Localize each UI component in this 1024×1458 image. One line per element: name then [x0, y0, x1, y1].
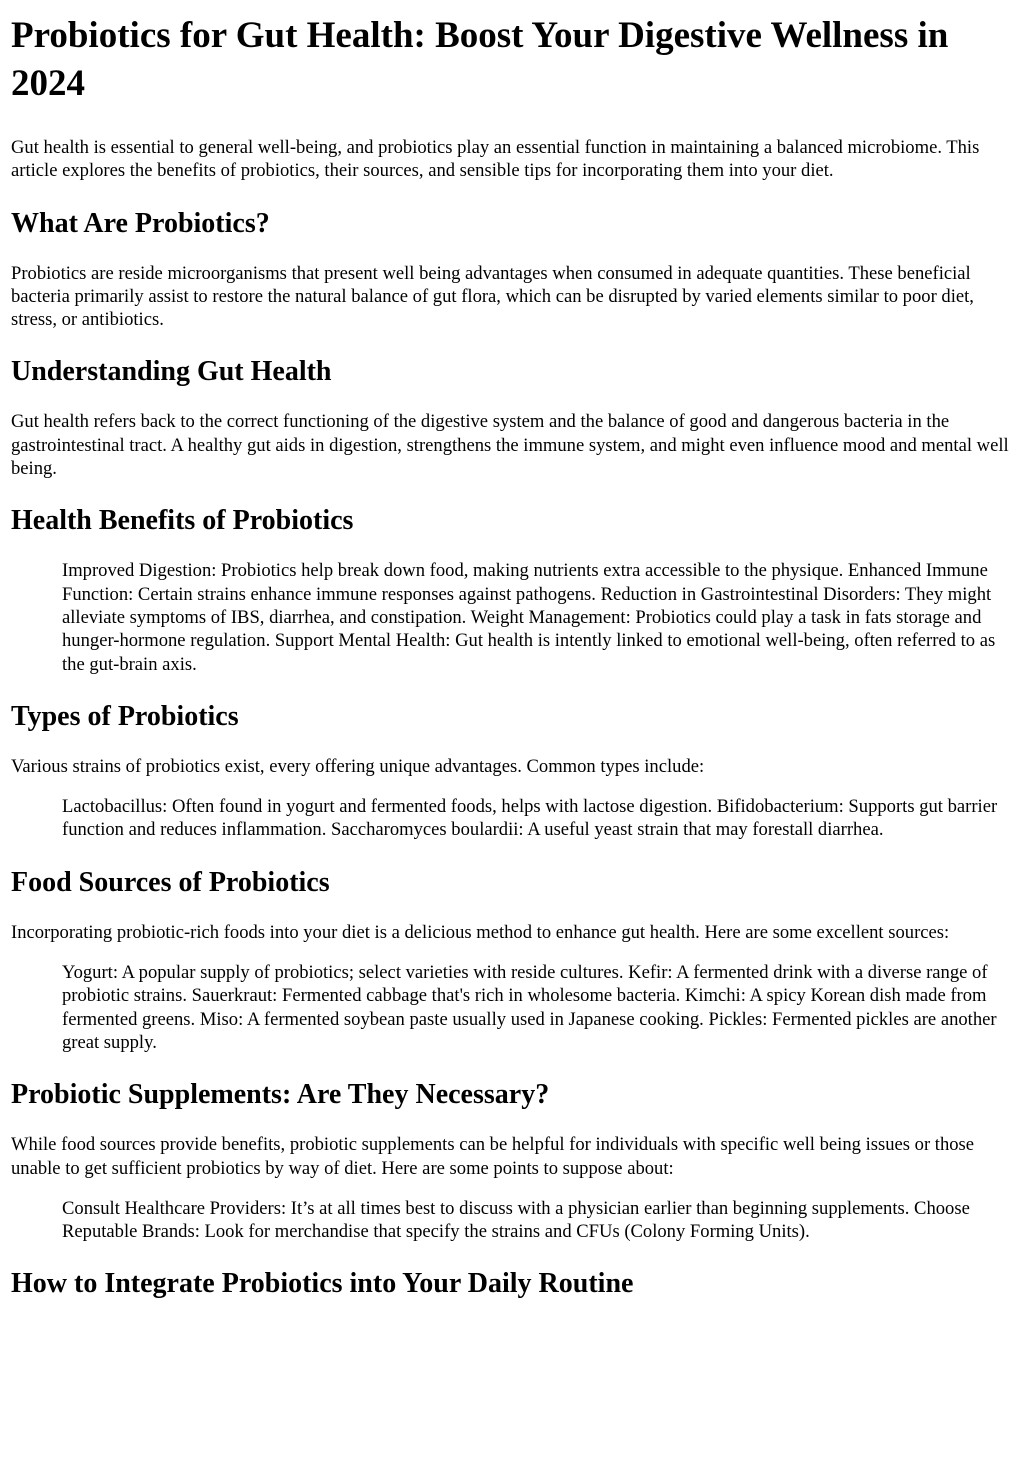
- section-quote-food-sources: Yogurt: A popular supply of probiotics; select varieties with reside cultures. Kefir: A fermented drink with a diverse range of probiotic strains. Sauerkraut: Fermented cabbage that's rich in wholesome bacteria. Kimchi: A spicy Korean dish made from fermented greens. Miso: A fermented soybean paste usually used in Japanese cooking. Pickles: Fermented pickles are another great supply.: [62, 962, 997, 1053]
- section-heading-health-benefits: Health Benefits of Probiotics: [11, 505, 354, 537]
- section-heading-food-sources: Food Sources of Probiotics: [11, 866, 330, 898]
- section-paragraph-understanding-gut-health: Gut health refers back to the correct functioning of the digestive system and the balance of good and dangerous bacteria in the gastrointestinal tract. A healthy gut aids in digestion, strengthens the immune system, and might even influence mood and mental well being.: [11, 411, 1009, 480]
- section-heading-what-are-probiotics: What Are Probiotics?: [11, 207, 270, 239]
- intro-paragraph: Gut health is essential to general well-being, and probiotics play an essential function in maintaining a balanced microbiome. This article explores the benefits of probiotics, their sources, and sensible tips for incorporating them into your diet.: [11, 137, 980, 182]
- section-heading-understanding-gut-health: Understanding Gut Health: [11, 356, 332, 388]
- section-paragraph-types-of-probiotics: Various strains of probiotics exist, every offering unique advantages. Common types include:: [11, 755, 705, 777]
- section-quote-supplements: Consult Healthcare Providers: It’s at all times best to discuss with a physician earlier than beginning supplements. Choose Reputable Brands: Look for merchandise that specify the strains and CFUs (Colony Forming Units).: [62, 1197, 970, 1243]
- section-paragraph-food-sources: Incorporating probiotic-rich foods into your diet is a delicious method to enhance gut health. Here are some excellent sources:: [11, 921, 950, 943]
- section-heading-daily-routine: How to Integrate Probiotics into Your Daily Routine: [11, 1268, 634, 1300]
- article: [0, 12, 1024, 1301]
- section-paragraph-supplements: While food sources provide benefits, probiotic supplements can be helpful for individuals with specific well being issues or those unable to get sufficient probiotics by way of diet. Here are some points to suppose about:: [11, 1134, 975, 1179]
- section-heading-supplements: Probiotic Supplements: Are They Necessary?: [11, 1079, 550, 1111]
- section-quote-types-of-probiotics: Lactobacillus: Often found in yogurt and fermented foods, helps with lactose digestion. Bifidobacterium: Supports gut barrier function and reduces inflammation. Saccharomyces boulardii: A useful yeast strain that may forestall diarrhea.: [62, 796, 998, 841]
- section-heading-types-of-probiotics: Types of Probiotics: [11, 700, 239, 732]
- section-quote-health-benefits: Improved Digestion: Probiotics help break down food, making nutrients extra accessible to the physique. Enhanced Immune Function: Certain strains enhance immune responses against pathogens. Reduction in Gastrointestinal Disorders: They might alleviate symptoms of IBS, diarrhea, and constipation. Weight Management: Probiotics could play a task in fats storage and hunger-hormone regulation. Support Mental Health: Gut health is intently linked to emotional well-being, often referred to as the gut-brain axis.: [62, 560, 996, 675]
- page-title: Probiotics for Gut Health: Boost Your Digestive Wellness in 2024: [11, 15, 949, 104]
- section-paragraph-what-are-probiotics: Probiotics are reside microorganisms that present well being advantages when consumed in adequate quantities. These beneficial bacteria primarily assist to restore the natural balance of gut flora, which can be disrupted by varied elements similar to poor diet, stress, or antibiotics.: [11, 262, 974, 331]
